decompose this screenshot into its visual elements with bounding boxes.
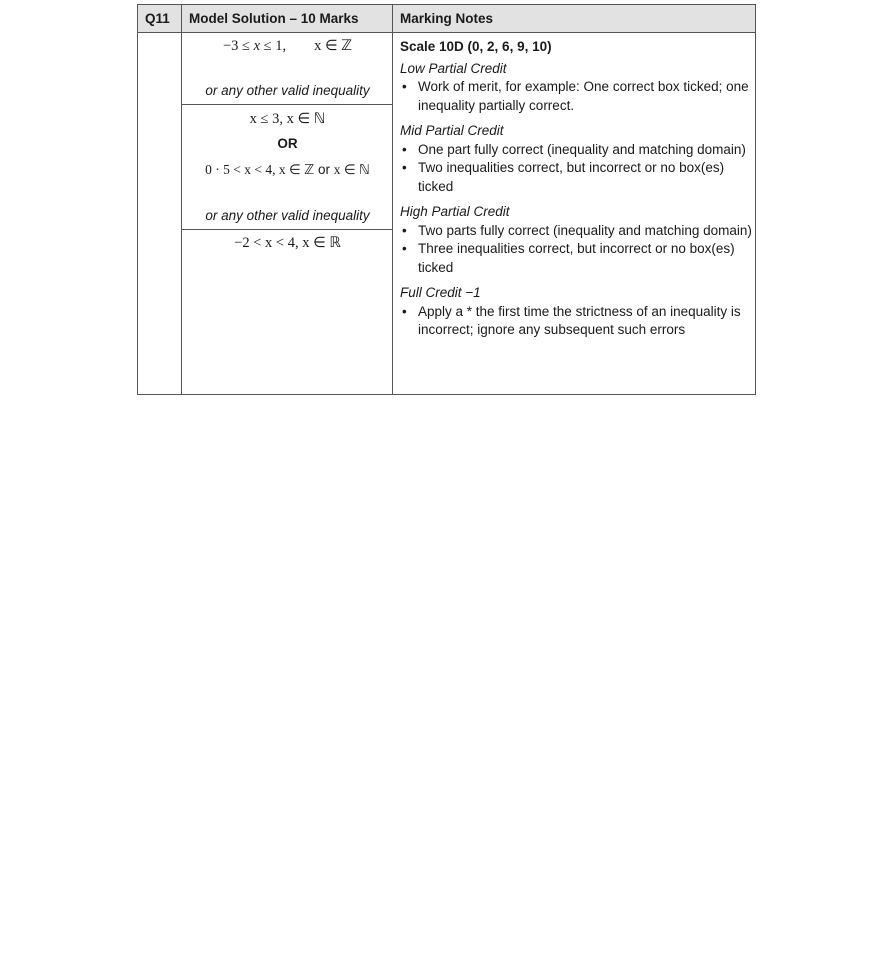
marking-notes — [400, 38, 752, 340]
low-item — [400, 78, 752, 115]
row-divider — [181, 229, 393, 230]
row-divider — [181, 104, 393, 105]
part1-ineq-a: −3 ≤ — [222, 38, 254, 54]
high-item-text: Two parts fully correct (inequality and matching domain) — [418, 222, 752, 238]
part2-line2-a: 0 · 5 < x < 4, x ∈ ℤ — [205, 162, 315, 177]
part1-var: x — [253, 38, 261, 54]
high-item-text: Three inequalities correct, but incorrect or no box(es) ticked — [418, 241, 735, 275]
header-marking-notes: Marking Notes — [400, 11, 494, 26]
column-divider — [392, 5, 393, 394]
mid-item-text: One part fully correct (inequality and matching domain) — [418, 141, 746, 157]
mid-partial-heading: Mid Partial Credit — [400, 123, 504, 138]
part1-alt-note: or any other valid inequality — [205, 83, 370, 98]
part3-line: −2 < x < 4, x ∈ ℝ — [234, 235, 341, 251]
part2-line2-or: or — [314, 162, 334, 177]
bullet: • — [402, 79, 407, 94]
part2-line2-b: x ∈ ℕ — [333, 162, 370, 177]
low-item-text: Work of merit, for example: One correct box ticked; one inequality partially correct. — [418, 79, 749, 113]
column-divider — [181, 5, 182, 394]
mid-item-text: Two inequalities correct, but incorrect or no box(es) ticked — [418, 160, 725, 194]
full-item-text: Apply a * the first time the strictness of an inequality is incorrect; ignore any subsequent such errors — [418, 303, 741, 337]
scale-title: Scale 10D (0, 2, 6, 9, 10) — [400, 39, 552, 54]
part1-domain: x ∈ ℤ — [314, 38, 353, 54]
mid-item — [400, 141, 752, 160]
mid-item — [400, 159, 752, 196]
high-item — [400, 240, 752, 277]
bullet: • — [402, 241, 407, 256]
bullet: • — [402, 141, 407, 157]
full-item — [400, 303, 752, 340]
part2-or: OR — [277, 136, 298, 151]
solution-part1 — [182, 38, 393, 55]
bullet: • — [402, 160, 407, 175]
part2-line2 — [182, 162, 393, 178]
part1-ineq-b: ≤ 1, — [260, 38, 287, 54]
full-credit-heading: Full Credit −1 — [400, 285, 481, 300]
low-partial-heading: Low Partial Credit — [400, 60, 507, 76]
part2-line1: x ≤ 3, x ∈ ℕ — [249, 111, 326, 127]
high-item — [400, 222, 752, 241]
bullet: • — [402, 303, 407, 319]
part2-alt-note: or any other valid inequality — [205, 208, 370, 223]
header-model-solution: Model Solution – 10 Marks — [189, 11, 359, 26]
high-partial-heading: High Partial Credit — [400, 204, 510, 219]
marking-table — [137, 4, 756, 395]
header-question: Q11 — [145, 11, 170, 26]
bullet: • — [402, 222, 407, 238]
